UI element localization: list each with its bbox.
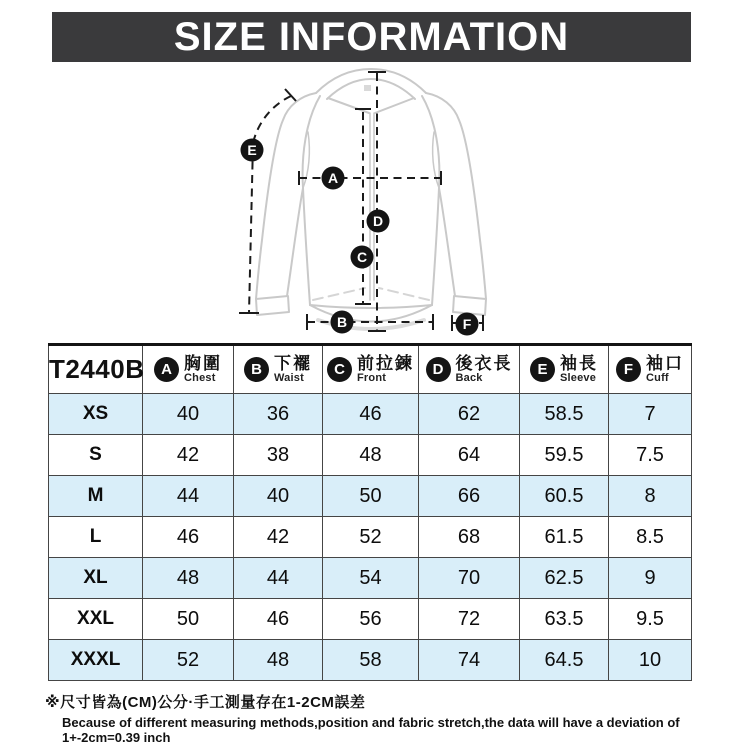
table-row-xs	[49, 394, 692, 435]
page-title: SIZE INFORMATION	[173, 15, 570, 59]
table-cell: 52	[323, 517, 419, 558]
marker-badge-c: C	[327, 357, 352, 382]
table-cell: 54	[323, 558, 419, 599]
marker-letter: D	[372, 213, 384, 229]
table-row-xxl	[49, 599, 692, 640]
marker-badge-d: D	[426, 357, 451, 382]
table-cell: 9.5	[609, 599, 692, 640]
table-row-xxxl	[49, 640, 692, 681]
size-label: XS	[49, 394, 143, 435]
table-cell: 42	[234, 517, 323, 558]
table-cell: 70	[419, 558, 520, 599]
table-cell: 63.5	[520, 599, 609, 640]
table-cell: 42	[143, 435, 234, 476]
table-cell: 38	[234, 435, 323, 476]
size-label: M	[49, 476, 143, 517]
size-label: XXL	[49, 599, 143, 640]
table-header-row	[49, 345, 692, 394]
table-cell: 48	[143, 558, 234, 599]
marker-letter: F	[462, 316, 472, 332]
column-header-cuff: F 袖口 Cuff	[609, 345, 692, 394]
table-cell: 66	[419, 476, 520, 517]
size-label: XL	[49, 558, 143, 599]
column-header-front: C 前拉鍊 Front	[323, 345, 419, 394]
table-cell: 10	[609, 640, 692, 681]
table-cell: 61.5	[520, 517, 609, 558]
table-cell: 50	[143, 599, 234, 640]
measure-marker-f	[456, 313, 479, 336]
measure-markers	[241, 139, 479, 336]
model-number: T2440B	[49, 345, 143, 394]
table-row-l	[49, 517, 692, 558]
table-cell: 46	[234, 599, 323, 640]
table-cell: 7	[609, 394, 692, 435]
table-cell: 7.5	[609, 435, 692, 476]
marker-letter: A	[327, 170, 339, 186]
table-cell: 56	[323, 599, 419, 640]
size-table	[48, 343, 692, 681]
table-cell: 46	[323, 394, 419, 435]
table-cell: 8.5	[609, 517, 692, 558]
table-row-xl	[49, 558, 692, 599]
table-cell: 46	[143, 517, 234, 558]
table-cell: 50	[323, 476, 419, 517]
column-header-waist: B 下襬 Waist	[234, 345, 323, 394]
measure-marker-d	[367, 210, 390, 233]
table-cell: 44	[143, 476, 234, 517]
size-label: L	[49, 517, 143, 558]
table-cell: 58.5	[520, 394, 609, 435]
table-cell: 60.5	[520, 476, 609, 517]
table-cell: 62	[419, 394, 520, 435]
marker-letter: B	[336, 314, 348, 330]
table-row-s	[49, 435, 692, 476]
table-cell: 40	[234, 476, 323, 517]
jersey-diagram	[0, 62, 748, 344]
measure-marker-e	[241, 139, 264, 162]
column-header-chest: A 胸圍 Chest	[143, 345, 234, 394]
table-cell: 52	[143, 640, 234, 681]
title-bar	[52, 12, 691, 62]
column-header-back: D 後衣長 Back	[419, 345, 520, 394]
table-cell: 48	[323, 435, 419, 476]
table-cell: 58	[323, 640, 419, 681]
table-cell: 64	[419, 435, 520, 476]
measure-marker-c	[351, 246, 374, 269]
size-label: S	[49, 435, 143, 476]
column-header-sleeve: E 袖長 Sleeve	[520, 345, 609, 394]
table-cell: 44	[234, 558, 323, 599]
measure-marker-b	[331, 311, 354, 334]
table-cell: 72	[419, 599, 520, 640]
table-cell: 59.5	[520, 435, 609, 476]
marker-badge-e: E	[530, 357, 555, 382]
table-cell: 64.5	[520, 640, 609, 681]
table-cell: 40	[143, 394, 234, 435]
table-cell: 36	[234, 394, 323, 435]
measure-marker-a	[322, 167, 345, 190]
table-cell: 74	[419, 640, 520, 681]
table-cell: 62.5	[520, 558, 609, 599]
marker-badge-f: F	[616, 357, 641, 382]
table-cell: 8	[609, 476, 692, 517]
size-label: XXXL	[49, 640, 143, 681]
marker-badge-b: B	[244, 357, 269, 382]
marker-letter: C	[356, 249, 368, 265]
table-row-m	[49, 476, 692, 517]
marker-badge-a: A	[154, 357, 179, 382]
footnote-zh: ※尺寸皆為(CM)公分·手工測量存在1-2CM誤差	[45, 694, 366, 711]
table-cell: 48	[234, 640, 323, 681]
table-cell: 9	[609, 558, 692, 599]
footnote-en: Because of different measuring methods,position and fabric stretch,the data will have a deviation of 1+-2cm=0.39 inch	[62, 715, 680, 745]
table-cell: 68	[419, 517, 520, 558]
footnote	[45, 691, 735, 745]
marker-letter: E	[247, 142, 257, 158]
